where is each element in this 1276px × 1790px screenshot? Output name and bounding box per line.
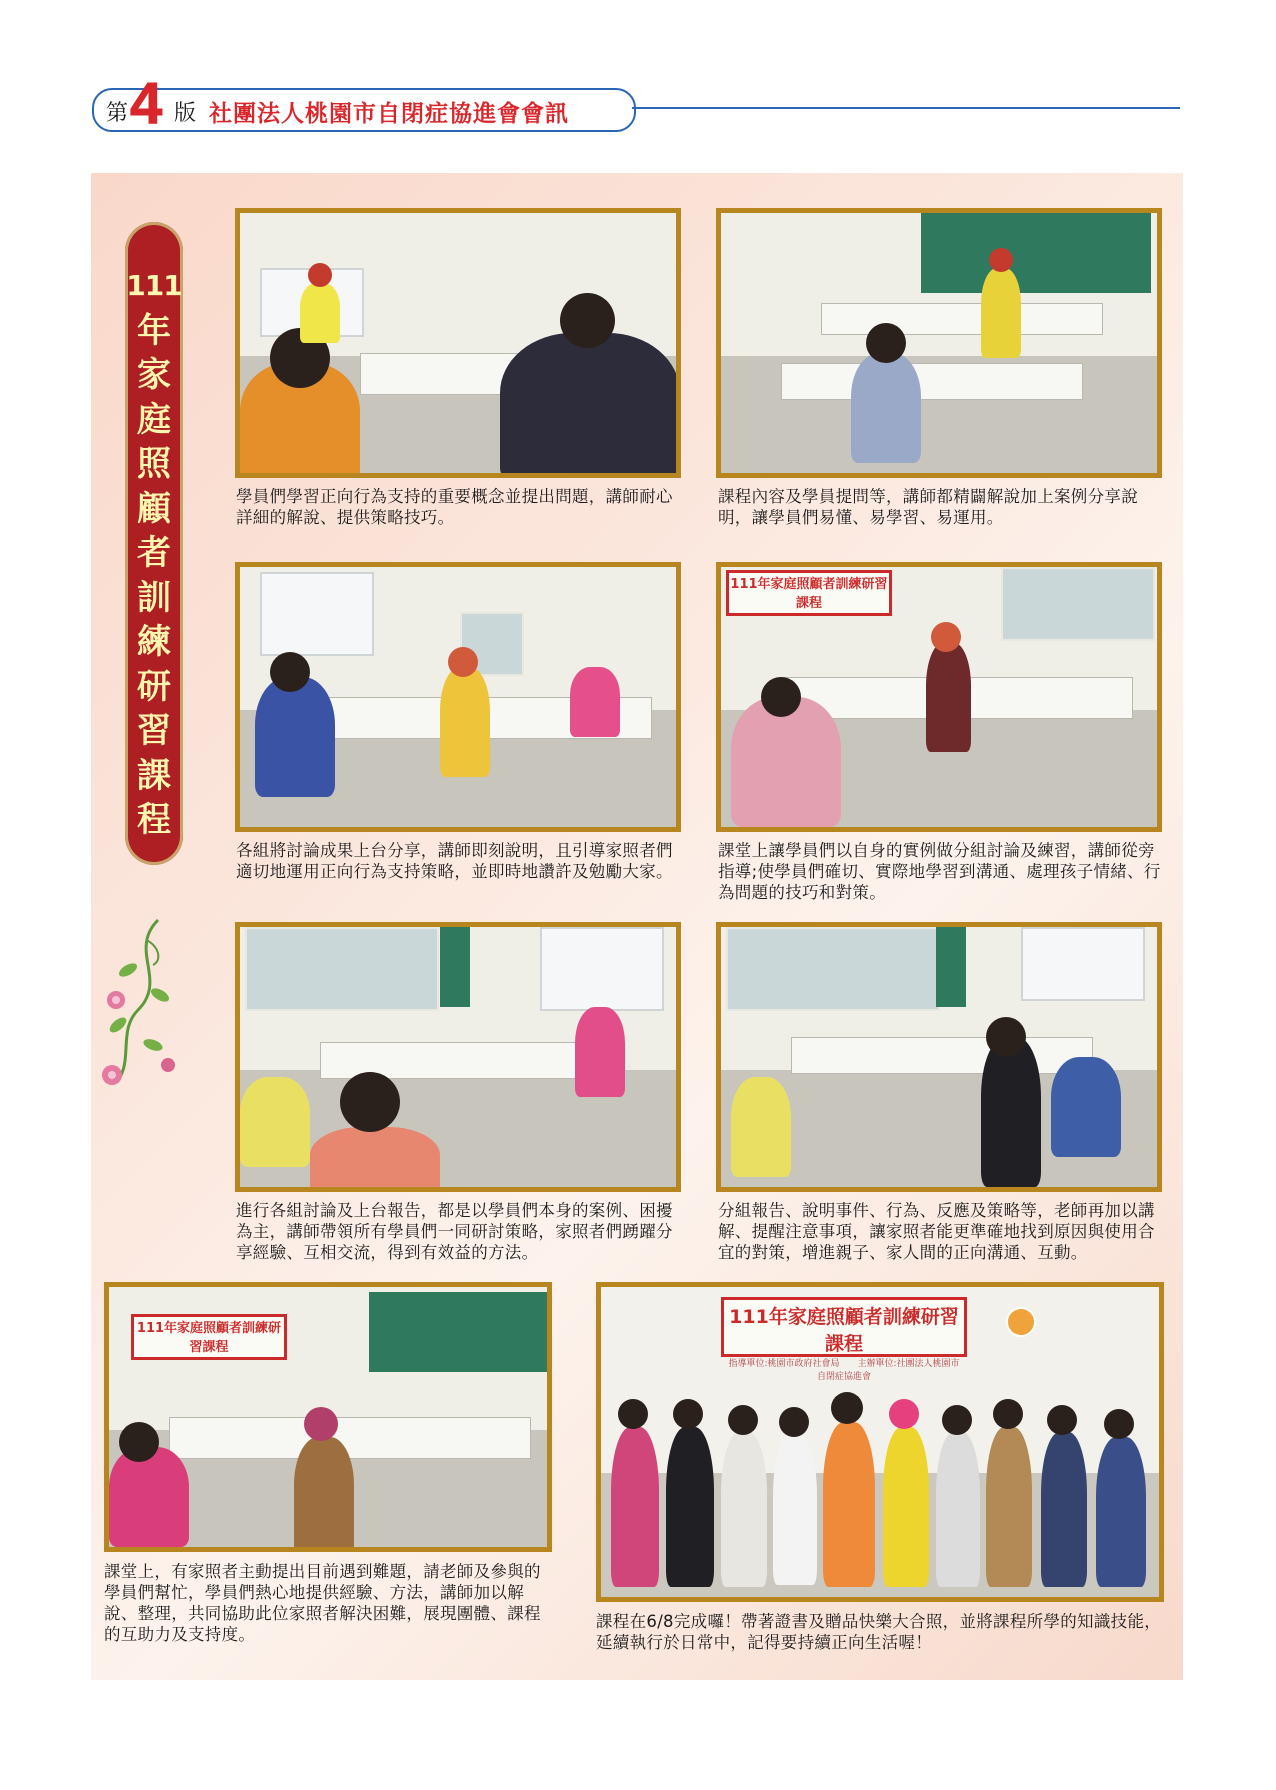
photo-group-practice [716,562,1162,832]
photo-group-report-2 [716,922,1162,1192]
photo-group-certificate [596,1282,1164,1602]
header-rule [632,107,1180,109]
photo-caption: 學員們學習正向行為支持的重要概念並提出問題，講師耐心詳細的解說、提供策略技巧。 [236,487,673,527]
clock-icon [1006,1307,1036,1337]
photo-caption: 課堂上，有家照者主動提出目前遇到難題，請老師及參與的學員們幫忙，學員們熱心地提供經驗、方法，講師加以解說、整理，共同協助此位家照者解決困難，展現團體、課程的互助力及支持度。 [104,1562,541,1644]
newsletter-title: 社團法人桃園市自閉症協進會會訊 [209,101,569,127]
photo-group-share-1 [235,562,681,832]
photo-caption: 各組將討論成果上台分享，講師即刻說明，且引導家照者們適切地運用正向行為支持策略，並即時地讚許及勉勵大家。 [236,841,673,881]
title-text: 年家庭照顧者訓練研習課程 [137,310,171,840]
photo-lecture-1 [235,208,681,478]
floral-ornament-icon [98,910,188,1090]
classroom-banner-main: 111年家庭照顧者訓練研習課程 [729,1306,959,1355]
photo-caption: 課堂上讓學員們以自身的實例做分組討論及練習，講師從旁指導;使學員們確切、實際地學習到溝通、處理孩子情緒、行為問題的技巧和對策。 [718,841,1161,902]
header-di: 第 [106,101,129,126]
page-header [92,71,636,136]
header-ban: 版 [174,101,197,126]
article-title [125,222,183,865]
photo-discussion [104,1282,552,1552]
classroom-banner: 111年家庭照顧者訓練研習課程 [730,577,888,611]
photo-caption: 課程內容及學員提問等，講師都精闢解說加上案例分享說明，讓學員們易懂、易學習、易運用。 [718,487,1138,527]
classroom-banner: 111年家庭照顧者訓練研習課程 [136,1321,282,1355]
photo-caption: 分組報告、說明事件、行為、反應及策略等，老師再加以講解、提醒注意事項，讓家照者能更準確地找到原因與使用合宜的對策，增進親子、家人間的正向溝通、互動。 [718,1201,1155,1262]
page-number: 4 [130,71,163,136]
photo-lecture-2 [716,208,1162,478]
photo-caption: 課程在6/8完成囉！帶著證書及贈品快樂大合照，並將課程所學的知識技能，延續執行於日常中，記得要持續正向生活喔！ [596,1612,1162,1652]
photo-caption: 進行各組討論及上台報告，都是以學員們本身的案例、困擾為主，講師帶領所有學員們一同研討策略，家照者們踴躍分享經驗、互相交流，得到有效益的方法。 [236,1201,673,1262]
title-year: 111 [126,269,182,302]
photo-group-report [235,922,681,1192]
banner-organizer: 指導單位:桃園市政府社會局 主辦單位:社團法人桃園市自閉症協進會 [728,1359,960,1382]
